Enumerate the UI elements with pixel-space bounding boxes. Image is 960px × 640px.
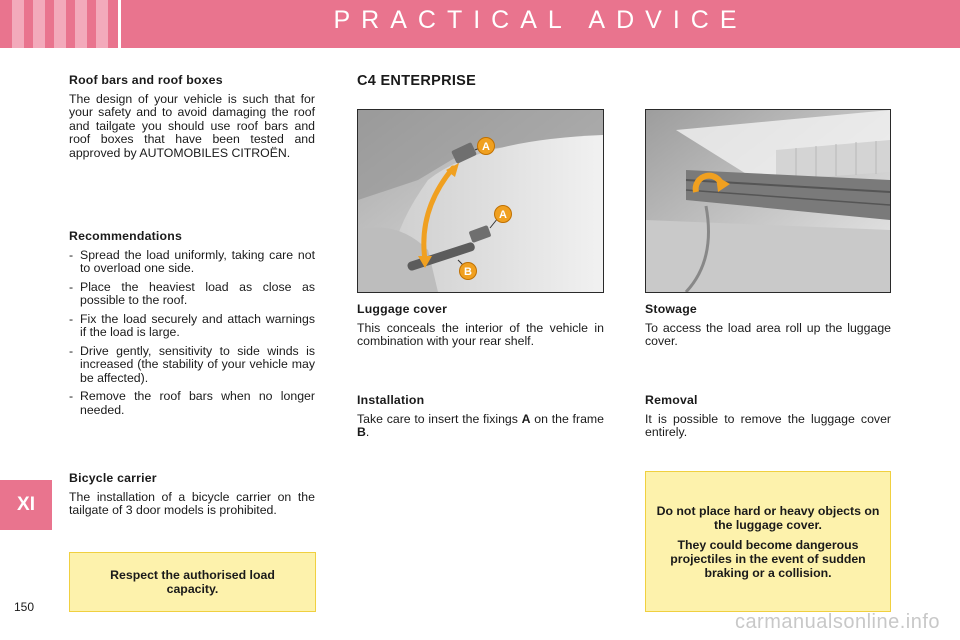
- installation-section: [357, 394, 604, 440]
- heavy-objects-warning: [645, 471, 891, 612]
- luggage-cover-text: This conceals the interior of the vehicle in combination with your rear shelf.: [357, 320, 604, 348]
- section-title: C4 ENTERPRISE: [357, 73, 477, 89]
- luggage-cover-heading: Luggage cover: [357, 302, 448, 316]
- roof-bars-section: [69, 74, 315, 160]
- installation-text: [357, 413, 604, 440]
- header-stripe: [75, 0, 87, 48]
- stowage-text: To access the load area roll up the luggage cover.: [645, 320, 891, 348]
- list-item: - Remove the roof bars when no longer needed.: [69, 389, 315, 417]
- removal-section: [645, 394, 891, 440]
- list-item-text: Fix the load securely and attach warnings if the load is large.: [80, 311, 315, 339]
- luggage-cover-stowage-illustration: [645, 109, 891, 293]
- page-header: [0, 0, 960, 48]
- roof-bars-heading: Roof bars and roof boxes: [69, 73, 223, 87]
- header-stripe: [33, 0, 45, 48]
- load-capacity-warning: [69, 552, 316, 612]
- callout-label-a: A: [499, 209, 507, 221]
- watermark: carmanualsonline.info: [734, 611, 940, 633]
- luggage-cover-fixings-illustration: [357, 109, 604, 293]
- page-title: PRACTICAL ADVICE: [333, 6, 748, 34]
- list-item-text: Drive gently, sensitivity to side winds is increased (the stability of your vehicle may be affected).: [80, 343, 315, 385]
- header-stripe: [12, 0, 24, 48]
- list-item: - Fix the load securely and attach warnings if the load is large.: [69, 311, 315, 339]
- recommendations-section: [69, 230, 315, 422]
- recommendations-list: [69, 249, 315, 418]
- stowage-heading: Stowage: [645, 302, 697, 316]
- heavy-objects-warning-line: They could become dangerous projectiles in the event of sudden braking or a collision.: [670, 537, 866, 580]
- list-item: - Drive gently, sensitivity to side winds is increased (the stability of your vehicle may be affected).: [69, 343, 315, 385]
- roof-bars-text: The design of your vehicle is such that for your safety and to avoid damaging the roof and tailgate you should use roof bars and roof boxes that have been tested and approved by AUTOMOBILES CITROËN.: [69, 91, 315, 160]
- list-item-text: Spread the load uniformly, taking care not to overload one side.: [80, 247, 315, 275]
- bicycle-carrier-section: [69, 472, 315, 518]
- list-item-text: Place the heaviest load as close as possible to the roof.: [80, 279, 315, 307]
- recommendations-heading: Recommendations: [69, 229, 183, 243]
- removal-text: It is possible to remove the luggage cover entirely.: [645, 411, 891, 439]
- header-stripe: [54, 0, 66, 48]
- luggage-cover-fixings-drawing: [358, 110, 603, 292]
- page-number: 150: [14, 600, 35, 614]
- callout-label-a: A: [482, 141, 490, 153]
- fixing-label-a: A: [521, 411, 531, 426]
- installation-text-part: .: [365, 425, 370, 439]
- frame-label-b: B: [357, 425, 366, 439]
- bicycle-carrier-heading: Bicycle carrier: [69, 471, 157, 485]
- callout-label-b: B: [464, 266, 472, 278]
- installation-heading: Installation: [357, 393, 425, 407]
- installation-text-part: Take care to insert the fixings: [357, 411, 522, 426]
- installation-text-part: on the frame: [530, 411, 604, 426]
- luggage-cover-stowage-drawing: [646, 110, 890, 292]
- load-capacity-warning-text: Respect the authorised load capacity.: [110, 568, 275, 596]
- stowage-section: [645, 303, 891, 349]
- luggage-cover-section: [357, 303, 604, 349]
- list-item: - Spread the load uniformly, taking care not to overload one side.: [69, 247, 315, 275]
- header-stripe: [96, 0, 108, 48]
- list-item-text: Remove the roof bars when no longer needed.: [80, 389, 315, 417]
- header-stripes: [12, 0, 108, 48]
- chapter-tab: XI: [0, 480, 52, 530]
- bicycle-carrier-text: The installation of a bicycle carrier on the tailgate of 3 door models is prohibited.: [69, 489, 315, 517]
- list-item: - Place the heaviest load as close as possible to the roof.: [69, 279, 315, 307]
- heavy-objects-warning-line: Do not place hard or heavy objects on the luggage cover.: [656, 503, 880, 532]
- removal-heading: Removal: [645, 393, 698, 407]
